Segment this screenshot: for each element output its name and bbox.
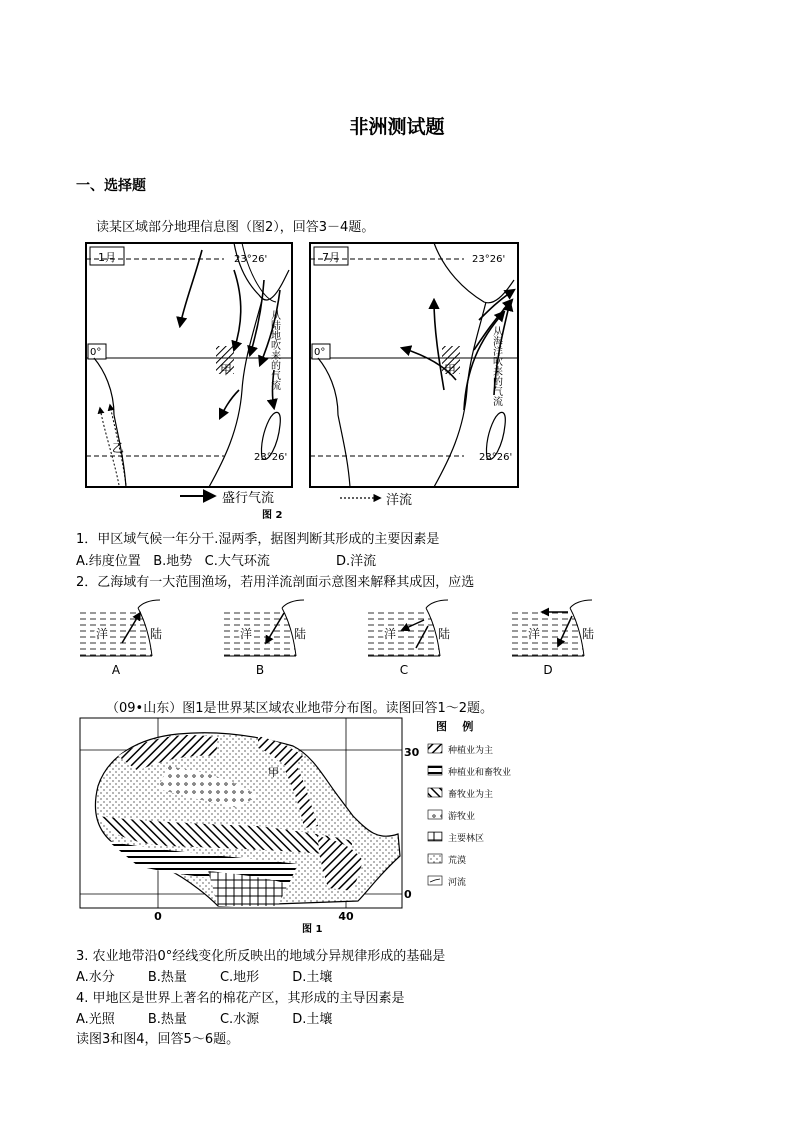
q4-options: A.光照 B.热量 C.水源 D.土壤 bbox=[76, 1012, 333, 1027]
fig2-lat-bottom-right: 23°26' bbox=[479, 452, 513, 463]
figure-2 bbox=[84, 240, 524, 520]
fig2-lat-bottom-left: 23°26' bbox=[254, 452, 288, 463]
q2-diagram-a bbox=[80, 600, 162, 677]
fig2-wind-label-right: 从海洋吹来的气流 bbox=[490, 326, 502, 406]
fig2-wind-label-left: 从陆地吹来的气流 bbox=[268, 310, 280, 390]
q2-ocean-c: 洋 bbox=[384, 627, 397, 641]
q2-land-d: 陆 bbox=[582, 627, 595, 641]
fig1-legend bbox=[428, 719, 511, 888]
page-title: 非洲测试题 bbox=[349, 116, 445, 138]
q2-ocean-a: 洋 bbox=[96, 627, 109, 641]
q2-ocean-b: 洋 bbox=[240, 627, 253, 641]
q4-stem: 4. 甲地区是世界上著名的棉花产区，其形成的主导因素是 bbox=[76, 991, 405, 1006]
q2-stem: 2．乙海域有一大范围渔场，若用洋流剖面示意图来解释其成因，应选 bbox=[76, 575, 475, 590]
fig2-equator-left: 0° bbox=[90, 347, 102, 358]
q3-options: A.水分 B.热量 C.地形 D.土壤 bbox=[76, 970, 333, 985]
fig2-label-jul: 7月 bbox=[322, 251, 340, 264]
fig1-legend-river: 河流 bbox=[448, 878, 467, 888]
fig2-panel-july bbox=[310, 243, 518, 487]
q2-diagrams bbox=[76, 598, 616, 682]
fig2-panel-january bbox=[86, 243, 292, 487]
fig1-lon0: 0 bbox=[154, 910, 162, 923]
fig2-yi-left: 乙 bbox=[112, 441, 125, 455]
q2-label-d: D bbox=[543, 663, 553, 677]
fig2-equator-right: 0° bbox=[314, 347, 326, 358]
fig1-legend-crop: 种植业为主 bbox=[448, 746, 494, 756]
intro-fig2: 读某区域部分地理信息图（图2），回答3－4题。 bbox=[96, 220, 375, 235]
fig1-caption: 图 1 bbox=[302, 924, 323, 935]
fig2-caption: 图 2 bbox=[262, 510, 283, 521]
q2-label-c: C bbox=[399, 663, 409, 677]
fig2-jia-left: 甲 bbox=[220, 363, 233, 377]
q2-label-b: B bbox=[255, 663, 265, 677]
q2-diagram-d bbox=[512, 600, 594, 677]
section-heading: 一、选择题 bbox=[76, 178, 146, 194]
fig1-legend-desert: 荒漠 bbox=[448, 856, 467, 866]
fig2-legend-wind: 盛行气流 bbox=[222, 491, 275, 506]
intro-fig3-4: 读图3和图4，回答5～6题。 bbox=[76, 1032, 240, 1047]
fig2-lat-top-right: 23°26' bbox=[472, 254, 506, 265]
fig2-jia-right: 甲 bbox=[444, 363, 457, 377]
fig1-lat0: 0 bbox=[404, 888, 412, 901]
fig1-lat30: 30 bbox=[404, 746, 420, 759]
intro-fig1: （09•山东）图1是世界某区域农业地带分布图。读图回答1～2题。 bbox=[106, 701, 494, 716]
fig1-legend-nomad: 游牧业 bbox=[448, 812, 476, 822]
fig1-legend-livestock: 畜牧业为主 bbox=[448, 790, 494, 800]
q2-land-c: 陆 bbox=[438, 627, 451, 641]
fig1-legend-title: 图 例 bbox=[436, 720, 474, 733]
q1-options: A.纬度位置 B.地势 C.大气环流 D.洋流 bbox=[76, 554, 377, 569]
figure-1 bbox=[78, 716, 512, 936]
fig1-lon40: 40 bbox=[338, 910, 354, 923]
q2-diagram-c bbox=[368, 600, 450, 677]
fig2-legend-current: 洋流 bbox=[386, 493, 413, 508]
q2-diagram-b bbox=[224, 600, 306, 677]
fig1-jia: 甲 bbox=[268, 766, 279, 779]
fig1-legend-mix: 种植业和畜牧业 bbox=[448, 768, 512, 778]
q3-stem: 3. 农业地带沿0°经线变化所反映出的地域分异规律形成的基础是 bbox=[76, 949, 446, 964]
q2-land-b: 陆 bbox=[294, 627, 307, 641]
fig2-lat-top-left: 23°26' bbox=[234, 254, 268, 265]
fig1-legend-forest: 主要林区 bbox=[448, 834, 485, 844]
q2-label-a: A bbox=[111, 663, 121, 677]
q2-land-a: 陆 bbox=[150, 627, 163, 641]
fig2-label-jan: 1月 bbox=[98, 251, 116, 264]
q1-stem: 1．甲区域气候一年分干.湿两季，据图判断其形成的主要因素是 bbox=[76, 532, 440, 547]
q2-ocean-d: 洋 bbox=[528, 627, 541, 641]
fig2-legend bbox=[180, 490, 412, 521]
